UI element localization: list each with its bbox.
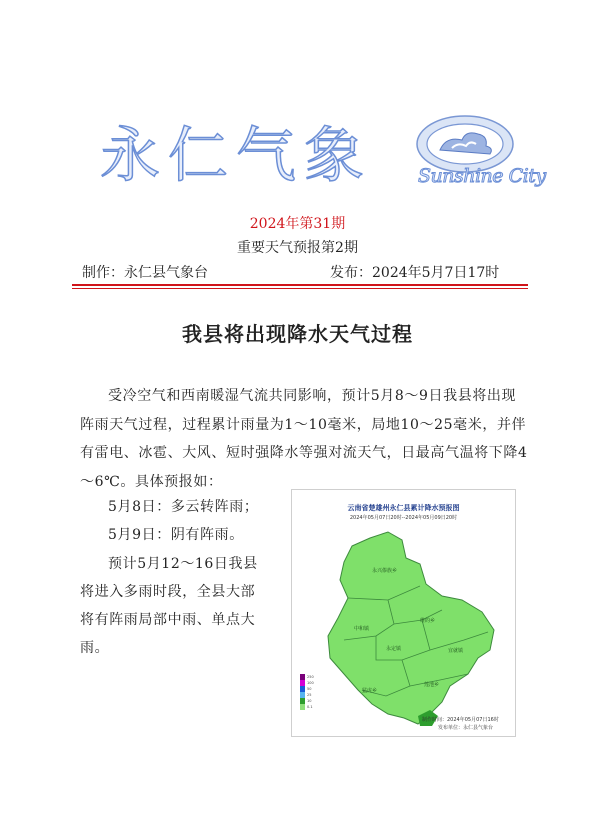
body-paragraph-1: 受冷空气和西南暖湿气流共同影响，预计5月8～9日我县将出现阵雨天气过程，过程累计雨量为1～10毫米，局地10～25毫米，并伴有雷电、冰雹、大风、短时强降水等强对流天气，日最高气温将下降4～6℃。具体预报如： bbox=[80, 388, 528, 490]
legend-label: 250 bbox=[307, 675, 314, 679]
forecast-day-1: 5月8日：多云转阵雨； bbox=[108, 499, 259, 515]
region-label-weide: 维的乡 bbox=[420, 618, 436, 624]
region-label-zhonghe: 中和镇 bbox=[354, 626, 370, 632]
legend-label: 50 bbox=[307, 687, 312, 691]
logo-text: Sunshine City bbox=[418, 165, 546, 187]
map-graphic bbox=[292, 490, 515, 736]
map-issuer: 发布单位：永仁县气象台 bbox=[438, 725, 494, 731]
issue-subtitle: 重要天气预报第2期 bbox=[237, 240, 358, 256]
map-period: 2024年05月07日20时--2024年05月09日20时 bbox=[349, 515, 458, 521]
map-made-time: 制作时间：2024年05月07日16时 bbox=[422, 717, 499, 723]
headline: 我县将出现降水天气过程 bbox=[182, 322, 413, 346]
legend-label: 100 bbox=[307, 681, 314, 685]
legend-label: 10 bbox=[307, 699, 312, 703]
region-label-lianchi: 莲池乡 bbox=[424, 682, 440, 688]
legend-swatch bbox=[300, 692, 305, 698]
rainfall-forecast-map bbox=[291, 489, 516, 737]
region-label-yijiu: 宜就镇 bbox=[448, 648, 464, 654]
header-rule-thick bbox=[72, 284, 528, 286]
legend-swatch bbox=[300, 680, 305, 686]
legend-label: 0.1 bbox=[307, 705, 313, 709]
outlook-line-4: 雨。 bbox=[80, 640, 110, 656]
issue-number: 2024年第31期 bbox=[249, 216, 346, 232]
region-label-yongxing: 永兴傣族乡 bbox=[372, 568, 398, 574]
map-title: 云南省楚雄州永仁县累计降水预报图 bbox=[347, 504, 460, 512]
header-rule-thin bbox=[72, 288, 528, 289]
outlook-line-2: 将进入多雨时段，全县大部 bbox=[80, 584, 256, 600]
legend-swatch bbox=[300, 698, 305, 704]
region-label-yongding: 永定镇 bbox=[386, 646, 402, 652]
outlook-line-1: 预计5月12～16日我县 bbox=[108, 556, 258, 572]
legend-swatch bbox=[300, 674, 305, 680]
legend-swatch bbox=[300, 686, 305, 692]
region-label-menghu: 猛虎乡 bbox=[362, 688, 378, 694]
legend-label: 25 bbox=[307, 693, 312, 697]
map-legend bbox=[300, 674, 314, 710]
masthead-title: 永仁气象 bbox=[100, 121, 372, 191]
county-shape bbox=[328, 532, 494, 724]
maker-label: 制作：永仁县气象台 bbox=[82, 265, 208, 281]
forecast-day-2: 5月9日：阴有阵雨。 bbox=[108, 527, 244, 543]
publish-time: 发布：2024年5月7日17时 bbox=[330, 265, 500, 281]
legend-swatch bbox=[300, 704, 305, 710]
outlook-line-3: 将有阵雨局部中雨、单点大 bbox=[80, 612, 256, 628]
